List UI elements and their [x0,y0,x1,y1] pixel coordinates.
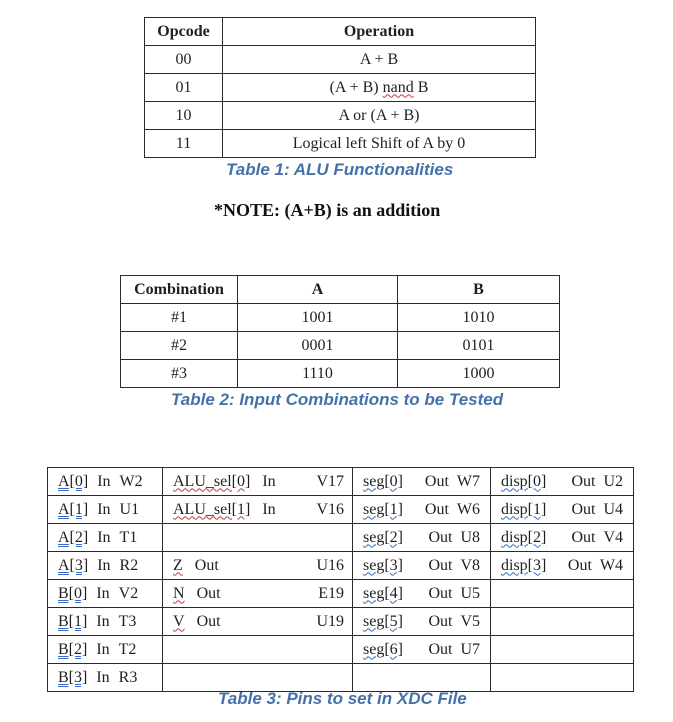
table-row [121,304,560,332]
pin-name: disp[2] [501,528,547,546]
pin-name: disp[0] [501,472,547,490]
pin-direction: In [96,640,110,658]
pin-entry [353,608,490,635]
pin-direction: Out [428,640,453,658]
pin-location: V17 [316,472,344,490]
table-row [48,468,634,496]
pin-entry [48,496,162,523]
pin-location: R3 [118,668,138,686]
pin-direction: Out [428,556,453,574]
pin-name: seg[3] [363,556,403,574]
table-row [145,130,536,158]
operation-cell: Logical left Shift of A by 0 [223,130,536,158]
pin-entry [353,496,490,523]
pin-cell [48,552,163,580]
pin-cell [353,496,491,524]
pin-direction: Out [428,584,453,602]
pin-entry [48,580,162,607]
pin-name: A[0] [58,472,89,490]
operation-cell: A or (A + B) [223,102,536,130]
pin-name: seg[5] [363,612,403,630]
input-b-cell: 1000 [398,360,560,388]
pin-name: B[3] [58,668,88,686]
pin-cell [48,636,163,664]
column-header-operation: Operation [223,18,536,46]
pin-cell [491,552,634,580]
pin-name: B[0] [58,584,88,602]
pin-name: seg[4] [363,584,403,602]
pin-entry [48,664,162,691]
pin-location: V8 [460,556,480,574]
table2-caption: Table 2: Input Combinations to be Tested [171,390,504,409]
alu-functionalities-table [144,17,536,158]
pin-direction: Out [428,612,453,630]
operation-cell: A + B [223,46,536,74]
pin-cell [48,496,163,524]
pin-cell [163,608,353,636]
pin-location: W2 [119,472,143,490]
pin-name: seg[6] [363,640,403,658]
pin-entry [163,468,352,495]
pin-cell [48,468,163,496]
combination-cell: #1 [121,304,238,332]
pin-cell [48,580,163,608]
pin-location: W4 [599,556,623,574]
input-combinations-table [120,275,560,388]
pin-location: T3 [118,612,137,630]
pin-location: V2 [118,584,139,602]
pin-location: T2 [118,640,137,658]
pin-name: B[1] [58,612,88,630]
pin-entry [353,580,490,607]
pin-cell [163,664,353,692]
pin-entry [353,468,490,495]
pin-location: T1 [119,528,138,546]
input-b-cell: 0101 [398,332,560,360]
pin-direction: Out [424,500,449,518]
pin-direction: Out [424,472,449,490]
pin-direction: In [96,584,110,602]
pin-direction: In [96,668,110,686]
pin-cell [353,664,491,692]
pin-location: U5 [460,584,480,602]
pin-entry [491,552,633,579]
pin-location: U7 [460,640,480,658]
column-header-b: B [398,276,560,304]
operation-text: (A + B) nand B [329,78,429,96]
pin-name: seg[0] [363,472,403,490]
table-row [48,608,634,636]
table1-caption: Table 1: ALU Functionalities [226,160,454,179]
pin-entry [353,552,490,579]
pin-name: A[1] [58,500,89,518]
table-row [145,74,536,102]
pin-location: U4 [603,500,623,518]
operation-cell [223,74,536,102]
input-a-cell: 1110 [238,360,398,388]
pin-location: V16 [316,500,344,518]
pin-entry [48,636,162,663]
table-row [48,552,634,580]
table-row [145,102,536,130]
pin-location: U16 [316,556,344,574]
pin-name: B[2] [58,640,88,658]
pin-name: ALU_sel[1] [173,500,251,518]
pin-cell [163,524,353,552]
pin-direction: In [96,612,110,630]
pin-direction: Out [571,500,596,518]
table-row [48,524,634,552]
pin-entry [491,524,633,551]
pin-entry [163,580,352,607]
pin-direction: In [262,472,276,490]
column-header-combination: Combination [121,276,238,304]
pin-location: V4 [603,528,623,546]
pin-entry [48,552,162,579]
column-header-opcode: Opcode [145,18,223,46]
pin-name: disp[1] [501,500,547,518]
pin-name: N [173,584,185,602]
pin-location: W7 [456,472,480,490]
pin-cell [353,580,491,608]
pin-name: ALU_sel[0] [173,472,251,490]
pin-name: Z [173,556,183,574]
combination-cell: #2 [121,332,238,360]
pin-direction: In [262,500,276,518]
pin-cell [48,608,163,636]
pin-direction: Out [196,612,221,630]
pin-entry [163,552,352,579]
pin-cell [491,580,634,608]
pin-location: E19 [318,584,344,602]
pin-cell [491,524,634,552]
pin-location: R2 [119,556,139,574]
table-row [48,636,634,664]
pin-cell [491,608,634,636]
pin-location: W6 [456,500,480,518]
table-row [121,332,560,360]
pin-cell [163,468,353,496]
pin-name: A[3] [58,556,89,574]
pin-direction: In [97,472,111,490]
pin-direction: Out [567,556,592,574]
pin-entry [163,608,352,635]
table-header-row [145,18,536,46]
pin-entry [353,636,490,663]
pin-cell [353,608,491,636]
addition-note: *NOTE: (A+B) is an addition [214,200,441,220]
table-row [121,360,560,388]
pin-entry [48,608,162,635]
pin-direction: Out [571,528,596,546]
table-row [48,496,634,524]
pin-entry [48,468,162,495]
pin-entry [491,496,633,523]
pin-cell [48,664,163,692]
table-row [48,664,634,692]
pin-location: U19 [316,612,344,630]
opcode-cell: 01 [145,74,223,102]
pin-entry [491,468,633,495]
pin-direction: In [97,556,111,574]
input-a-cell: 0001 [238,332,398,360]
pin-location: V5 [460,612,480,630]
table-row [145,46,536,74]
pin-location: U2 [603,472,623,490]
pin-cell [163,552,353,580]
pin-cell [163,496,353,524]
pin-name: A[2] [58,528,89,546]
input-b-cell: 1010 [398,304,560,332]
pin-entry [48,524,162,551]
pin-name: seg[2] [363,528,403,546]
pin-location: U1 [119,500,140,518]
pin-cell [163,580,353,608]
pin-location: U8 [460,528,480,546]
column-header-a: A [238,276,398,304]
table-header-row [121,276,560,304]
pin-name: disp[3] [501,556,547,574]
opcode-cell: 10 [145,102,223,130]
pin-cell [163,636,353,664]
pin-name: V [173,612,185,630]
pin-direction: Out [571,472,596,490]
input-a-cell: 1001 [238,304,398,332]
pin-cell [491,664,634,692]
pin-name: seg[1] [363,500,403,518]
opcode-cell: 00 [145,46,223,74]
table-row [48,580,634,608]
pin-cell [353,636,491,664]
pin-direction: In [97,528,111,546]
pin-entry [163,496,352,523]
pin-cell [48,524,163,552]
xdc-pins-table [47,467,634,692]
pin-cell [491,636,634,664]
pin-direction: In [97,500,111,518]
pin-direction: Out [196,584,221,602]
pin-cell [353,468,491,496]
combination-cell: #3 [121,360,238,388]
pin-cell [353,524,491,552]
pin-cell [491,468,634,496]
pin-direction: Out [194,556,219,574]
pin-entry [353,524,490,551]
pin-cell [353,552,491,580]
table3-caption: Table 3: Pins to set in XDC File [218,689,467,708]
pin-direction: Out [428,528,453,546]
opcode-cell: 11 [145,130,223,158]
pin-cell [491,496,634,524]
